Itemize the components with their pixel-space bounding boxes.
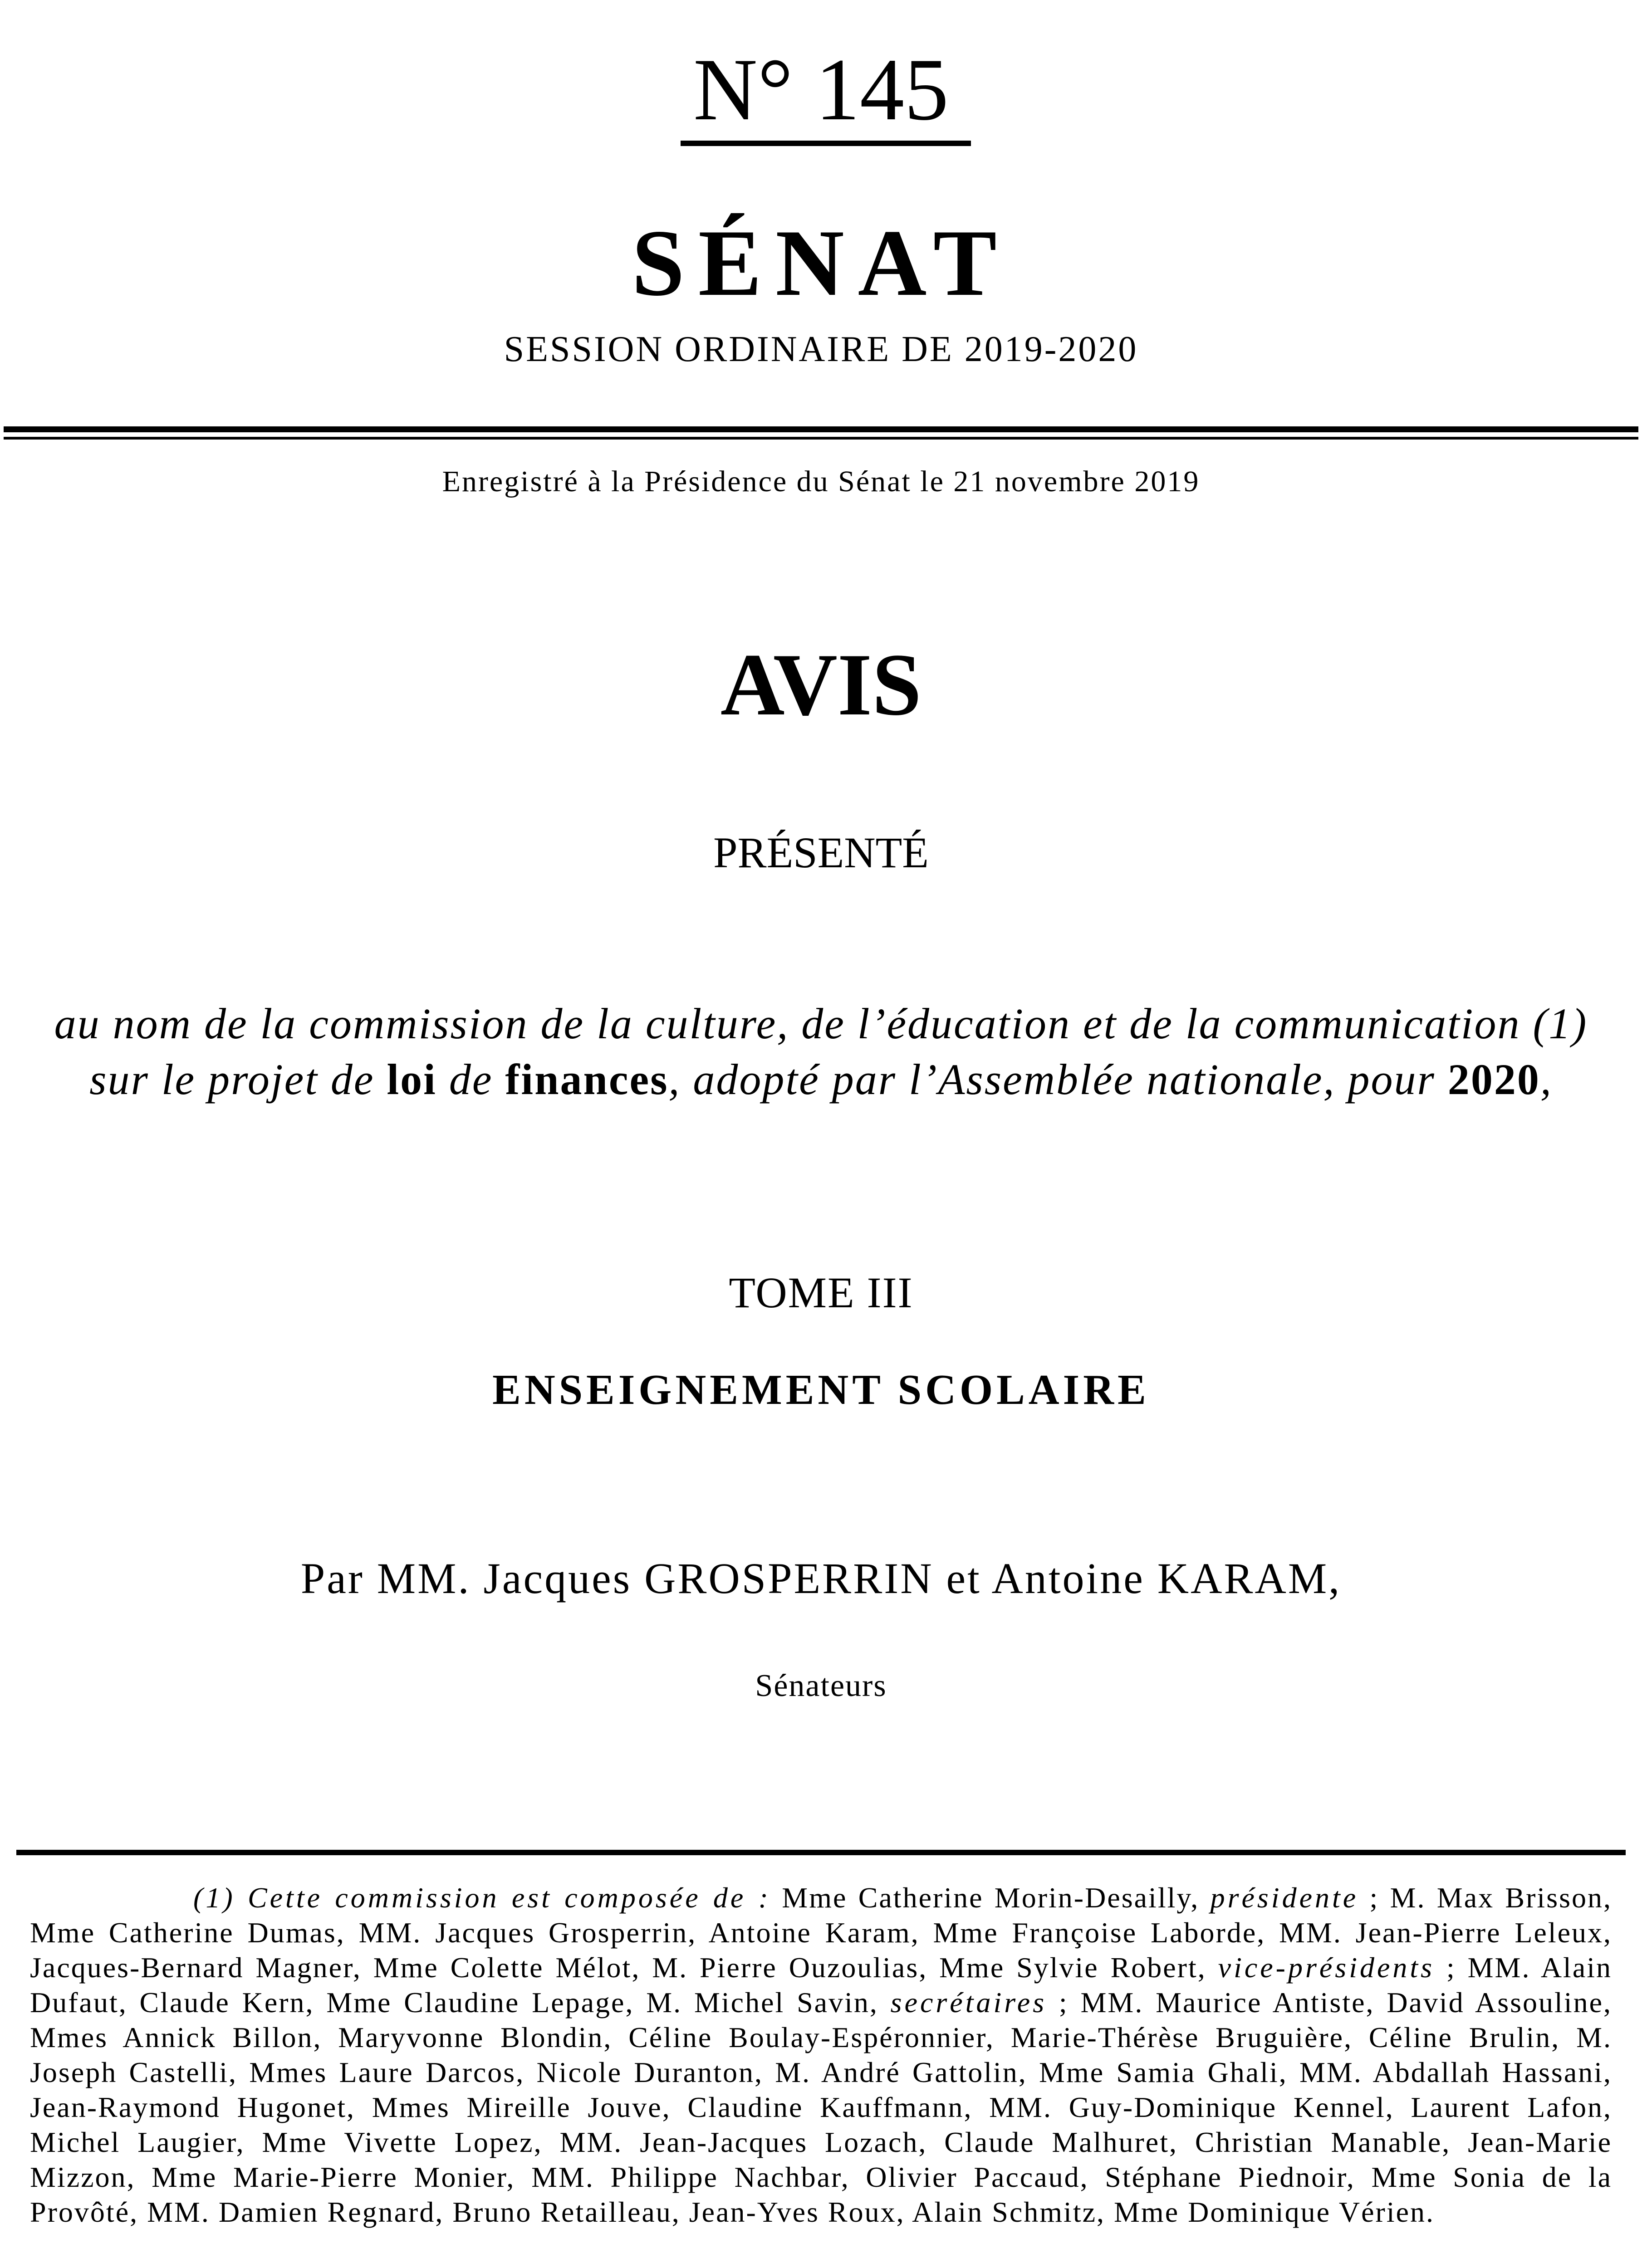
- authors-role: Sénateurs: [755, 1668, 887, 1703]
- loi-word: loi: [387, 1055, 437, 1104]
- tome-label: TOME III: [729, 1268, 913, 1317]
- header-divider-thin: [4, 437, 1638, 440]
- header-divider-thick: [4, 426, 1638, 432]
- number-underline: [681, 141, 971, 146]
- session-label: SESSION ORDINAIRE DE 2019-2020: [504, 329, 1138, 369]
- document-type-title: AVIS: [720, 635, 922, 734]
- composition-divider: [16, 1850, 1626, 1855]
- finances-word: finances: [505, 1055, 669, 1104]
- year: 2020: [1447, 1055, 1540, 1104]
- presented-label: PRÉSENTÉ: [713, 828, 929, 877]
- commission-statement: au nom de la commission de la culture, de l’éducation et de la communication (1) sur le projet de loi de finances, adopté par l’Assemblée nationale, pour 2020,: [54, 999, 1588, 1104]
- document-number: N° 145: [693, 40, 949, 139]
- subject-title: ENSEIGNEMENT SCOLAIRE: [492, 1366, 1150, 1413]
- authors-line: Par MM. Jacques GROSPERRIN et Antoine KARAM,: [300, 1554, 1342, 1603]
- commission-composition: (1) Cette commission est composée de : Mme Catherine Morin-Desailly, présidente ; M. Max Brisson, Mme Catherine Dumas, MM. Jacques Grosperrin, Antoine Karam, Mme Françoise Laborde, MM. Jean-Pierre Leleux, Jacques-Bernard Magner, Mme Colette Mélot, M. Pierre Ouzoulias, Mme Sylvie Robert, vice-présidents ; MM. Alain Dufaut, Claude Kern, Mme Claudine Lepage, M. Michel Savin, secrétaires ; MM. Maurice Antiste, David Assouline, Mmes Annick Billon, Maryvonne Blondin, Céline Boulay-Espéronnier, Marie-Thérèse Bruguière, Céline Brulin, M. Joseph Castelli, Mmes Laure Darcos, Nicole Duranton, M. André Gattolin, Mme Samia Ghali, MM. Abdallah Hassani, Jean-Raymond Hugonet, Mmes Mireille Jouve, Claudine Kauffmann, MM. Guy-Dominique Kennel, Laurent Lafon, Michel Laugier, Mme Vivette Lopez, MM. Jean-Jacques Lozach, Claude Malhuret, Christian Manable, Jean-Marie Mizzon, Mme Marie-Pierre Monier, MM. Philippe Nachbar, Olivier Paccaud, Stéphane Piednoir, Mme Sonia de la Provôté, MM. Damien Regnard, Bruno Retailleau, Jean-Yves Roux, Alain Schmitz, Mme Dominique Vérien.: [30, 1882, 1613, 2228]
- registration-date: Enregistré à la Présidence du Sénat le 21 novembre 2019: [442, 465, 1200, 498]
- chamber-title: SÉNAT: [632, 210, 1010, 316]
